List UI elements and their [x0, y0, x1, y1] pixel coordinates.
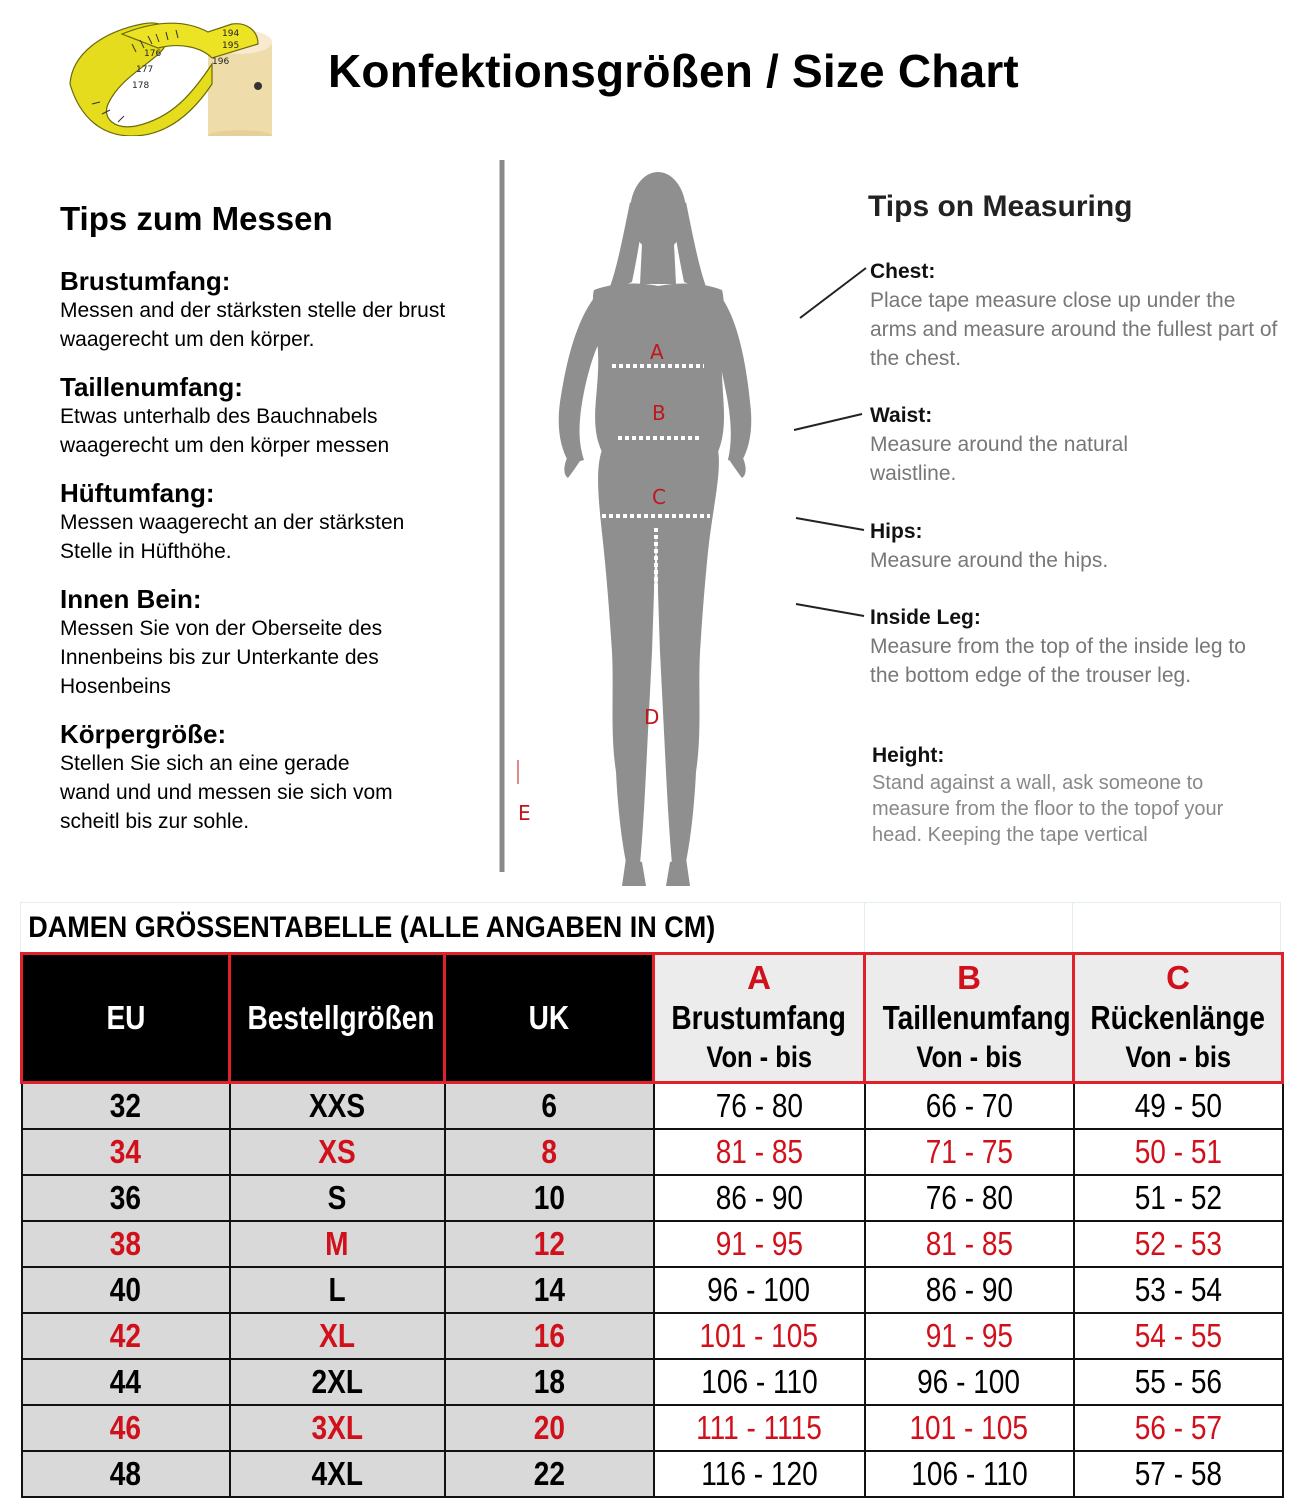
- tip-title: Körpergröße:: [60, 719, 227, 749]
- tip-text: Measure around the hips.: [870, 549, 1109, 572]
- cell-order-size: XXS: [230, 1083, 445, 1129]
- cell-waist: 91 - 95: [865, 1313, 1074, 1359]
- header-chest: A Brustumfang Von - bis: [654, 954, 865, 1083]
- cell-chest: 111 - 1115: [654, 1405, 865, 1451]
- tip-title: Waist:: [870, 404, 933, 427]
- table-row: [22, 1129, 1283, 1175]
- header-eu: EU: [22, 954, 230, 1083]
- cell-eu: 32: [22, 1083, 230, 1129]
- tip-text: Messen Sie von der Oberseite des Innenbeins bis zur Unterkante des Hosenbeins: [60, 617, 383, 698]
- cell-waist: 106 - 110: [865, 1451, 1074, 1497]
- cell-chest: 86 - 90: [654, 1175, 865, 1221]
- cell-waist: 81 - 85: [865, 1221, 1074, 1267]
- cell-back-length: 54 - 55: [1074, 1313, 1283, 1359]
- table-row: [22, 1221, 1283, 1267]
- cell-eu: 36: [22, 1175, 230, 1221]
- tip-title: Chest:: [870, 260, 936, 283]
- cell-order-size: XL: [230, 1313, 445, 1359]
- cell-uk: 12: [445, 1221, 654, 1267]
- cell-order-size: M: [230, 1221, 445, 1267]
- figure-label-a: A: [650, 340, 664, 364]
- tip-inside-leg-de: [60, 584, 480, 701]
- cell-eu: 44: [22, 1359, 230, 1405]
- cell-eu: 42: [22, 1313, 230, 1359]
- inside-leg-pointer-line: [794, 600, 870, 620]
- figure-label-c: C: [652, 485, 666, 509]
- tips-en-heading: Tips on Measuring: [868, 190, 1133, 223]
- cell-uk: 18: [445, 1359, 654, 1405]
- cell-back-length: 57 - 58: [1074, 1451, 1283, 1497]
- table-row: [22, 1313, 1283, 1359]
- tip-title: Hips:: [870, 520, 923, 543]
- tape-number: 195: [222, 41, 240, 51]
- tip-waist-de: [60, 372, 480, 460]
- cell-eu: 48: [22, 1451, 230, 1497]
- tip-title: Hüftumfang:: [60, 478, 215, 508]
- cell-back-length: 56 - 57: [1074, 1405, 1283, 1451]
- cell-waist: 66 - 70: [865, 1083, 1074, 1129]
- tip-waist-en: [870, 402, 1280, 488]
- cell-order-size: L: [230, 1267, 445, 1313]
- table-row: [22, 1451, 1283, 1497]
- tip-text: Place tape measure close up under the arms and measure around the fullest part of the chest.: [870, 289, 1278, 370]
- tip-title: Brustumfang:: [60, 266, 231, 296]
- cell-uk: 22: [445, 1451, 654, 1497]
- cell-chest: 96 - 100: [654, 1267, 865, 1313]
- cell-uk: 20: [445, 1405, 654, 1451]
- cell-uk: 10: [445, 1175, 654, 1221]
- cell-order-size: 3XL: [230, 1405, 445, 1451]
- tip-chest-en: [870, 258, 1280, 373]
- figure-label-d: D: [644, 705, 660, 729]
- figure-label-e: E: [518, 801, 531, 825]
- cell-back-length: 49 - 50: [1074, 1083, 1283, 1129]
- size-table-container: [20, 902, 1281, 1498]
- tip-height-en: [872, 742, 1282, 848]
- cell-uk: 16: [445, 1313, 654, 1359]
- waist-pointer-line: [790, 406, 870, 442]
- table-row: [22, 1405, 1283, 1451]
- tip-hips-de: [60, 478, 480, 566]
- hips-pointer-line: [794, 514, 870, 534]
- cell-eu: 46: [22, 1405, 230, 1451]
- tip-text: Messen waagerecht an der stärksten Stelle in Hüfthöhe.: [60, 511, 405, 563]
- figure-label-b: B: [652, 401, 666, 425]
- cell-chest: 91 - 95: [654, 1221, 865, 1267]
- header-back-length: C Rückenlänge Von - bis: [1074, 954, 1283, 1083]
- tip-text: Measure around the natural waistline.: [870, 433, 1128, 485]
- table-caption-row: [20, 902, 1281, 952]
- cell-eu: 38: [22, 1221, 230, 1267]
- cell-order-size: 4XL: [230, 1451, 445, 1497]
- tips-de-panel: [60, 200, 480, 854]
- tip-text: Etwas unterhalb des Bauchnabels waagerecht um den körper messen: [60, 405, 390, 457]
- cell-back-length: 51 - 52: [1074, 1175, 1283, 1221]
- tip-title: Innen Bein:: [60, 584, 202, 614]
- page-title: Konfektionsgrößen / Size Chart: [328, 45, 1019, 97]
- table-header-row: [22, 954, 1283, 1083]
- cell-order-size: S: [230, 1175, 445, 1221]
- cell-chest: 81 - 85: [654, 1129, 865, 1175]
- cell-waist: 101 - 105: [865, 1405, 1074, 1451]
- body-silhouette-figure: [490, 152, 780, 892]
- table-caption: DAMEN GRÖSSENTABELLE (ALLE ANGABEN IN CM): [28, 911, 716, 944]
- tip-text: Stellen Sie sich an eine gerade wand und und messen sie sich vom scheitl bis zur sohle.: [60, 752, 393, 833]
- cell-chest: 116 - 120: [654, 1451, 865, 1497]
- cell-waist: 86 - 90: [865, 1267, 1074, 1313]
- tip-height-de: [60, 719, 480, 836]
- cell-back-length: 50 - 51: [1074, 1129, 1283, 1175]
- tips-en-panel: [790, 180, 1280, 860]
- tip-title: Taillenumfang:: [60, 372, 243, 402]
- table-row: [22, 1267, 1283, 1313]
- cell-order-size: 2XL: [230, 1359, 445, 1405]
- tips-de-heading: Tips zum Messen: [60, 200, 333, 237]
- cell-uk: 6: [445, 1083, 654, 1129]
- tape-number: 196: [212, 57, 230, 67]
- cell-eu: 40: [22, 1267, 230, 1313]
- cell-chest: 106 - 110: [654, 1359, 865, 1405]
- cell-order-size: XS: [230, 1129, 445, 1175]
- cell-waist: 71 - 75: [865, 1129, 1074, 1175]
- tip-chest-de: [60, 266, 480, 354]
- tape-number: 194: [222, 29, 240, 39]
- cell-waist: 96 - 100: [865, 1359, 1074, 1405]
- measuring-tape-icon: [62, 14, 282, 136]
- cell-chest: 76 - 80: [654, 1083, 865, 1129]
- cell-back-length: 55 - 56: [1074, 1359, 1283, 1405]
- tip-title: Height:: [872, 744, 945, 767]
- size-table: [20, 952, 1284, 1498]
- tip-title: Inside Leg:: [870, 606, 981, 629]
- cell-uk: 14: [445, 1267, 654, 1313]
- cell-uk: 8: [445, 1129, 654, 1175]
- cell-back-length: 53 - 54: [1074, 1267, 1283, 1313]
- table-row: [22, 1175, 1283, 1221]
- header-waist: B Taillenumfang Von - bis: [865, 954, 1074, 1083]
- tape-number: 178: [132, 81, 150, 91]
- table-row: [22, 1083, 1283, 1129]
- chest-pointer-line: [796, 264, 876, 324]
- tip-text: Messen and der stärksten stelle der brust waagerecht um den körper.: [60, 299, 446, 351]
- tape-number: 176: [144, 49, 162, 59]
- tip-inside-leg-en: [870, 604, 1280, 690]
- cell-back-length: 52 - 53: [1074, 1221, 1283, 1267]
- header-uk: UK: [445, 954, 654, 1083]
- tip-text: Measure from the top of the inside leg to the bottom edge of the trouser leg.: [870, 635, 1246, 687]
- table-row: [22, 1359, 1283, 1405]
- cell-chest: 101 - 105: [654, 1313, 865, 1359]
- tip-text: Stand against a wall, ask someone to measure from the floor to the topof your head. Keeping the tape vertical: [872, 772, 1224, 846]
- tip-hips-en: [870, 518, 1280, 575]
- cell-waist: 76 - 80: [865, 1175, 1074, 1221]
- header-order-size: Bestellgrößen: [230, 954, 445, 1083]
- cell-eu: 34: [22, 1129, 230, 1175]
- tape-number: 177: [136, 65, 154, 75]
